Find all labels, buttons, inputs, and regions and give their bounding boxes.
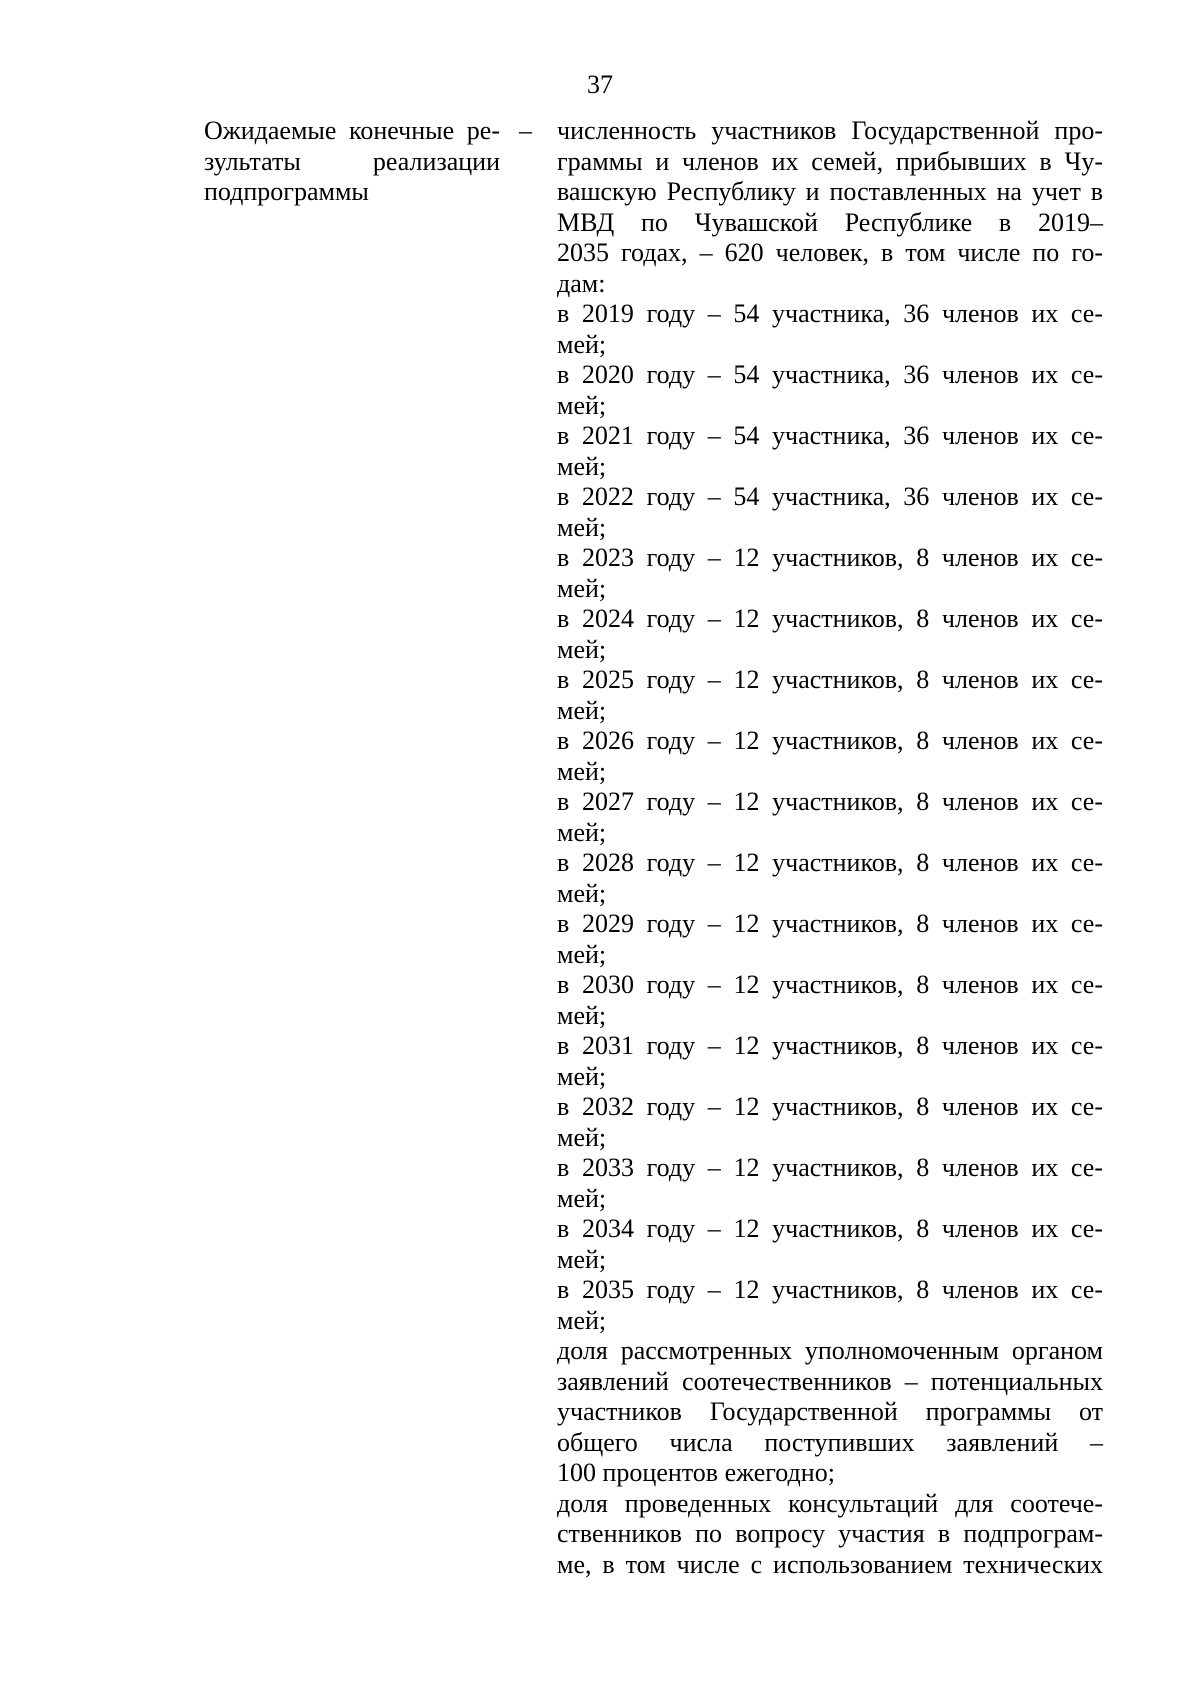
content-line: в 2020 году – 54 участника, 36 членов их се-	[557, 360, 1103, 389]
content-line: мей;	[557, 329, 607, 359]
content-line: в 2024 году – 12 участников, 8 членов их се-	[557, 604, 1103, 633]
content-line: мей;	[557, 451, 607, 481]
content-line: 2035 годах, – 620 человек, в том числе по го-	[557, 238, 1103, 267]
content-line: доля проведенных консультаций для соотече-	[557, 1488, 1103, 1518]
content-line: мей;	[557, 756, 607, 786]
content-line: 100 процентов ежегодно;	[557, 1458, 835, 1487]
content-line: в 2019 году – 54 участника, 36 членов их се-	[557, 299, 1103, 328]
section-label-line: подпрограммы	[204, 177, 369, 206]
content-line: мей;	[557, 634, 607, 664]
content-line: мей;	[557, 939, 607, 969]
content-line: в 2035 году – 12 участников, 8 членов их се-	[557, 1275, 1103, 1304]
content-line: в 2022 году – 54 участника, 36 членов их се-	[557, 482, 1103, 511]
content-line: мей;	[557, 817, 607, 847]
page-number: 37	[587, 70, 613, 99]
content-line: ме, в том числе с использованием технических	[557, 1549, 1103, 1579]
content-line: в 2031 году – 12 участников, 8 членов их се-	[557, 1031, 1103, 1060]
content-line: мей;	[557, 695, 607, 725]
content-line: мей;	[557, 573, 607, 603]
content-line: МВД по Чувашской Республике в 2019–	[557, 207, 1103, 237]
content-line: в 2027 году – 12 участников, 8 членов их се-	[557, 787, 1103, 816]
content-line: ственников по вопросу участия в подпрограм-	[557, 1519, 1103, 1548]
content-line: общего числа поступивших заявлений –	[557, 1427, 1103, 1457]
content-line: заявлений соотечественников – потенциальных	[557, 1366, 1103, 1396]
content-line: мей;	[557, 1122, 607, 1152]
section-label	[204, 116, 500, 208]
content-line: мей;	[557, 878, 607, 908]
content-line: мей;	[557, 1061, 607, 1091]
separator-dash: –	[519, 116, 532, 145]
section-label-line: Ожидаемые конечные ре-	[204, 116, 500, 145]
content-line: дам:	[557, 268, 606, 298]
content-line: мей;	[557, 512, 607, 542]
content-line: мей;	[557, 1183, 607, 1213]
section-label-line: зультаты реализации	[204, 146, 500, 176]
content-line: вашскую Республику и поставленных на учет в	[557, 177, 1103, 206]
content-line: мей;	[557, 1244, 607, 1274]
content-line: в 2028 году – 12 участников, 8 членов их се-	[557, 848, 1103, 877]
content-line: доля рассмотренных уполномоченным органом	[557, 1336, 1103, 1365]
content-line: в 2032 году – 12 участников, 8 членов их се-	[557, 1092, 1103, 1121]
content-line: численность участников Государственной про-	[557, 116, 1103, 145]
content-line: в 2025 году – 12 участников, 8 членов их се-	[557, 665, 1103, 694]
content-line: в 2033 году – 12 участников, 8 членов их се-	[557, 1153, 1103, 1182]
content-line: в 2023 году – 12 участников, 8 членов их се-	[557, 543, 1103, 572]
content-line: участников Государственной программы от	[557, 1397, 1103, 1426]
content-line: в 2034 году – 12 участников, 8 членов их се-	[557, 1214, 1103, 1243]
content-line: в 2021 году – 54 участника, 36 членов их се-	[557, 421, 1103, 450]
content-line: мей;	[557, 390, 607, 420]
content-line: в 2030 году – 12 участников, 8 членов их се-	[557, 970, 1103, 999]
content-line: мей;	[557, 1305, 607, 1335]
content-line: в 2026 году – 12 участников, 8 членов их се-	[557, 726, 1103, 755]
content-line: мей;	[557, 1000, 607, 1030]
content-line: граммы и членов их семей, прибывших в Чу-	[557, 146, 1103, 176]
content-line: в 2029 году – 12 участников, 8 членов их се-	[557, 909, 1103, 938]
section-content	[557, 116, 1103, 1580]
